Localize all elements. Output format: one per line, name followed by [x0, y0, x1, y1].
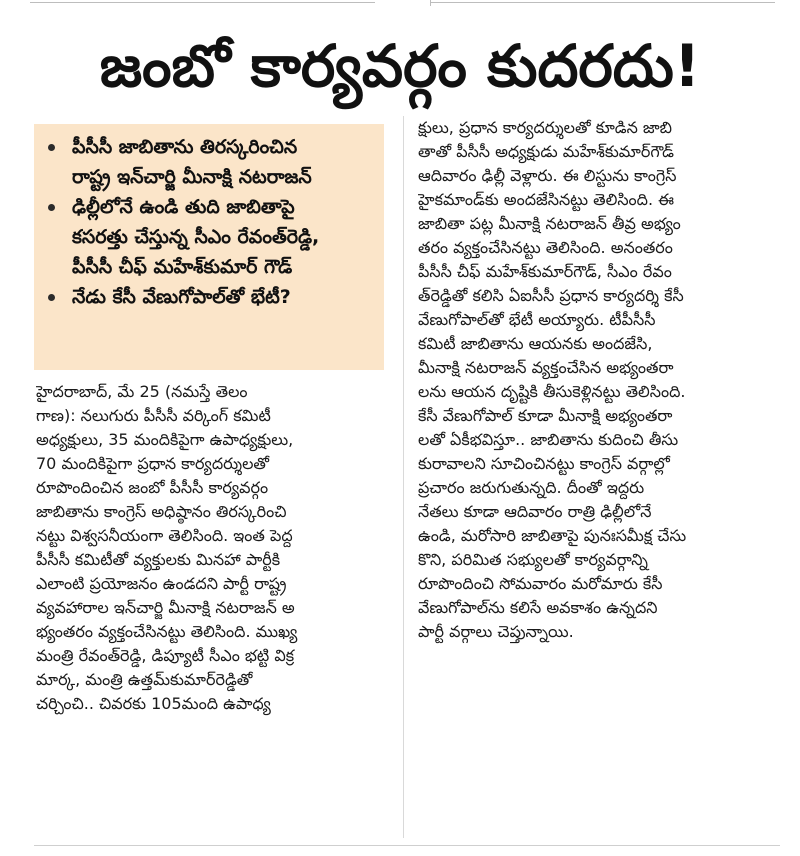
body-line: వేణుగోపాల్‌ను కలిసే అవకాశం ఉన్నదని	[418, 598, 658, 617]
highlight-line: రాష్ట్ర ఇన్‌చార్జి మీనాక్షి నటరాజన్	[72, 166, 312, 188]
body-line: లను ఆయన దృష్టికి తీసుకెళ్లినట్టు తెలిసింది.	[418, 382, 686, 401]
top-rule-left	[30, 2, 375, 3]
body-line: జాబితాను కాంగ్రెస్ అధిష్ఠానం తిరస్కరించి	[36, 502, 287, 521]
highlight-line: కసరత్తు చేస్తున్న సీఎం రేవంత్‌రెడ్డి,	[72, 226, 320, 248]
highlight-line: ఢిల్లీలోనే ఉండి తుది జాబితాపై	[72, 196, 295, 218]
bullet-icon	[48, 294, 55, 301]
headline: జంబో కార్యవర్గం కుదరదు!	[99, 32, 701, 100]
bullet-icon	[48, 144, 55, 151]
highlight-box	[34, 124, 384, 370]
article-column-right	[418, 116, 780, 644]
highlight-item	[48, 192, 378, 282]
body-line: కొని, పరిమిత సభ్యులతో కార్యవర్గాన్ని	[418, 550, 648, 569]
body-line: త్‌రెడ్డితో కలిసి ఏఐసీసీ ప్రధాన కార్యదర్శి కేసీ	[418, 286, 684, 305]
body-line: రూపొందించిన జంబో పీసీసీ కార్యవర్గం	[36, 478, 269, 497]
body-line: 70 మందికిపైగా ప్రధాన కార్యదర్శులతో	[36, 454, 270, 473]
bullet-icon	[48, 204, 55, 211]
body-line: ప్రచారం జరుగుతున్నది. దీంతో ఇద్దరు	[418, 478, 645, 497]
body-line: పార్టీ వర్గాలు చెప్తున్నాయి.	[418, 622, 574, 641]
body-line: తరం వ్యక్తంచేసినట్టు తెలిసింది. అనంతరం	[418, 238, 673, 257]
column-divider	[403, 116, 404, 838]
highlight-line: నేడు కేసీ వేణుగోపాల్‌తో భేటీ?	[72, 286, 291, 308]
body-line: భ్యంతరం వ్యక్తంచేసినట్టు తెలిసింది. ముఖ్య	[36, 622, 298, 641]
highlight-item	[48, 282, 378, 312]
body-line: జాబితా పట్ల మీనాక్షి నటరాజన్ తీవ్ర అభ్యం	[418, 214, 681, 233]
body-line: హైకమాండ్‌కు అందజేసినట్టు తెలిసింది. ఈ	[418, 190, 675, 209]
top-rule-right	[430, 2, 775, 3]
body-line: కమిటీ జాబితాను ఆయనకు అందజేసి,	[418, 334, 653, 353]
body-line: చర్చించి.. చివరకు 105మంది ఉపాధ్య	[36, 694, 271, 713]
body-line: రూపొందించి సోమవారం మరోమారు కేసీ	[418, 574, 663, 593]
body-line: పీసీసీ చీఫ్ మహేశ్‌కుమార్‌గౌడ్, సీఎం రేవం	[418, 262, 672, 281]
body-line: వ్యవహారాల ఇన్‌చార్జి మీనాక్షి నటరాజన్ అ	[36, 598, 295, 617]
body-line: ఎలాంటి ప్రయోజనం ఉండదని పార్టీ రాష్ట్ర	[36, 574, 287, 593]
highlight-item	[48, 132, 378, 192]
body-line: మార్క, మంత్రి ఉత్తమ్‌కుమార్‌రెడ్డితో	[36, 670, 253, 689]
article-column-left	[36, 380, 396, 716]
highlight-line: పీసీసీ చీఫ్ మహేశ్‌కుమార్ గౌడ్	[72, 256, 293, 278]
body-line: గాణ): నలుగురు పీసీసీ వర్కింగ్ కమిటీ	[36, 406, 271, 425]
body-line: కేసీ వేణుగోపాల్ కూడా మీనాక్షి అభ్యంతరా	[418, 406, 673, 425]
body-line: తాతో పీసీసీ అధ్యక్షుడు మహేశ్‌కుమార్‌గౌడ్	[418, 142, 675, 161]
body-line: క్షులు, ప్రధాన కార్యదర్శులతో కూడిన జాబి	[418, 118, 672, 137]
body-line: వేణుగోపాల్‌తో భేటీ అయ్యారు. టీపీసీసీ	[418, 310, 656, 329]
top-rule-tick	[430, 0, 431, 6]
bottom-rule	[34, 845, 780, 846]
body-line: అధ్యక్షులు, 35 మందికిపైగా ఉపాధ్యక్షులు,	[36, 430, 294, 449]
body-line: నేతలు కూడా ఆదివారం రాత్రి ఢిల్లీలోనే	[418, 502, 652, 521]
body-line: ఆదివారం ఢిల్లీ వెళ్లారు. ఈ లిస్టును కాంగ్రెస్	[418, 166, 677, 185]
highlight-list	[34, 124, 384, 312]
body-line: మంత్రి రేవంత్‌రెడ్డి, డిప్యూటీ సీఎం భట్టి విక్ర	[36, 646, 295, 665]
body-line: మీనాక్షి నటరాజన్ వ్యక్తంచేసిన అభ్యంతరా	[418, 358, 674, 377]
body-line: ఉండి, మరోసారి జాబితాపై పునఃసమీక్ష చేసు	[418, 526, 687, 545]
body-line: లతో ఏకీభవిస్తూ.. జాబితాను కుదించి తీసు	[418, 430, 679, 449]
body-line: నట్టు విశ్వసనీయంగా తెలిసింది. ఇంత పెద్ద	[36, 526, 293, 545]
body-line: హైదరాబాద్, మే 25 (నమస్తే తెలం	[36, 382, 248, 401]
body-line: పీసీసీ కమిటీతో వ్యక్తులకు మినహా పార్టీకి	[36, 550, 281, 569]
top-rule	[0, 0, 800, 8]
highlight-line: పీసీసీ జాబితాను తిరస్కరించిన	[72, 136, 298, 158]
body-line: కురావాలని సూచించినట్టు కాంగ్రెస్ వర్గాల్లో	[418, 454, 670, 473]
